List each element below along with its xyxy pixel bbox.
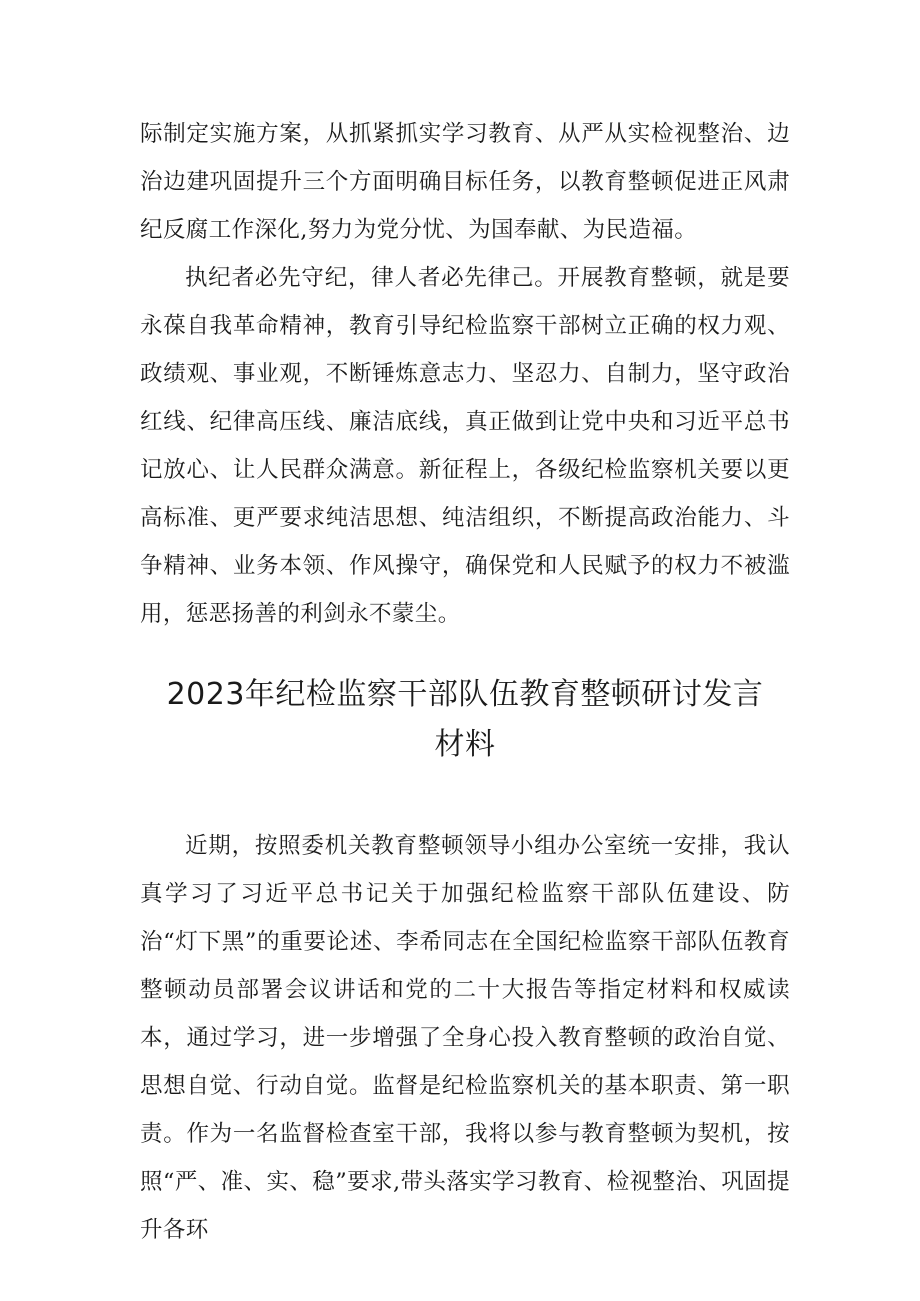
document-title-line-1: 2023年纪检监察干部队伍教育整顿研讨发言 (166, 677, 764, 712)
body-paragraph-discipline: 执纪者必先守纪，律人者必先律己。开展教育整顿，就是要永葆自我革命精神，教育引导纪检监察干部树立正确的权力观、政绩观、事业观，不断锤炼意志力、坚忍力、自制力，坚守政治红线、纪律高压线、廉洁底线，真正做到让党中央和习近平总书记放心、让人民群众满意。新征程上，各级纪检监察机关要以更高标准、更严要求纯洁思想、纯洁组织，不断提高政治能力、斗争精神、业务本领、作风操守，确保党和人民赋予的权力不被滥用，惩恶扬善的利剑永不蒙尘。 (140, 265, 790, 627)
body-paragraph-continued: 际制定实施方案，从抓紧抓实学习教育、从严从实检视整治、边治边建巩固提升三个方面明确目标任务，以教育整顿促进正风肃纪反腐工作深化,努力为党分忧、为国奉献、为民造福。 (140, 121, 790, 243)
document-title (130, 670, 800, 770)
document-title-line-2: 材料 (434, 727, 496, 762)
body-paragraph-study: 近期，按照委机关教育整顿领导小组办公室统一安排，我认真学习了习近平总书记关于加强纪检监察干部队伍建设、防治“灯下黑”的重要论述、李希同志在全国纪检监察干部队伍教育整顿动员部署会议讲话和党的二十大报告等指定材料和权威读本，通过学习，进一步增强了全身心投入教育整顿的政治自觉、思想自觉、行动自觉。监督是纪检监察机关的基本职责、第一职责。作为一名监督检查室干部，我将以参与教育整顿为契机，按照“严、准、实、稳”要求,带头落实学习教育、检视整治、巩固提升各环 (140, 833, 790, 1243)
